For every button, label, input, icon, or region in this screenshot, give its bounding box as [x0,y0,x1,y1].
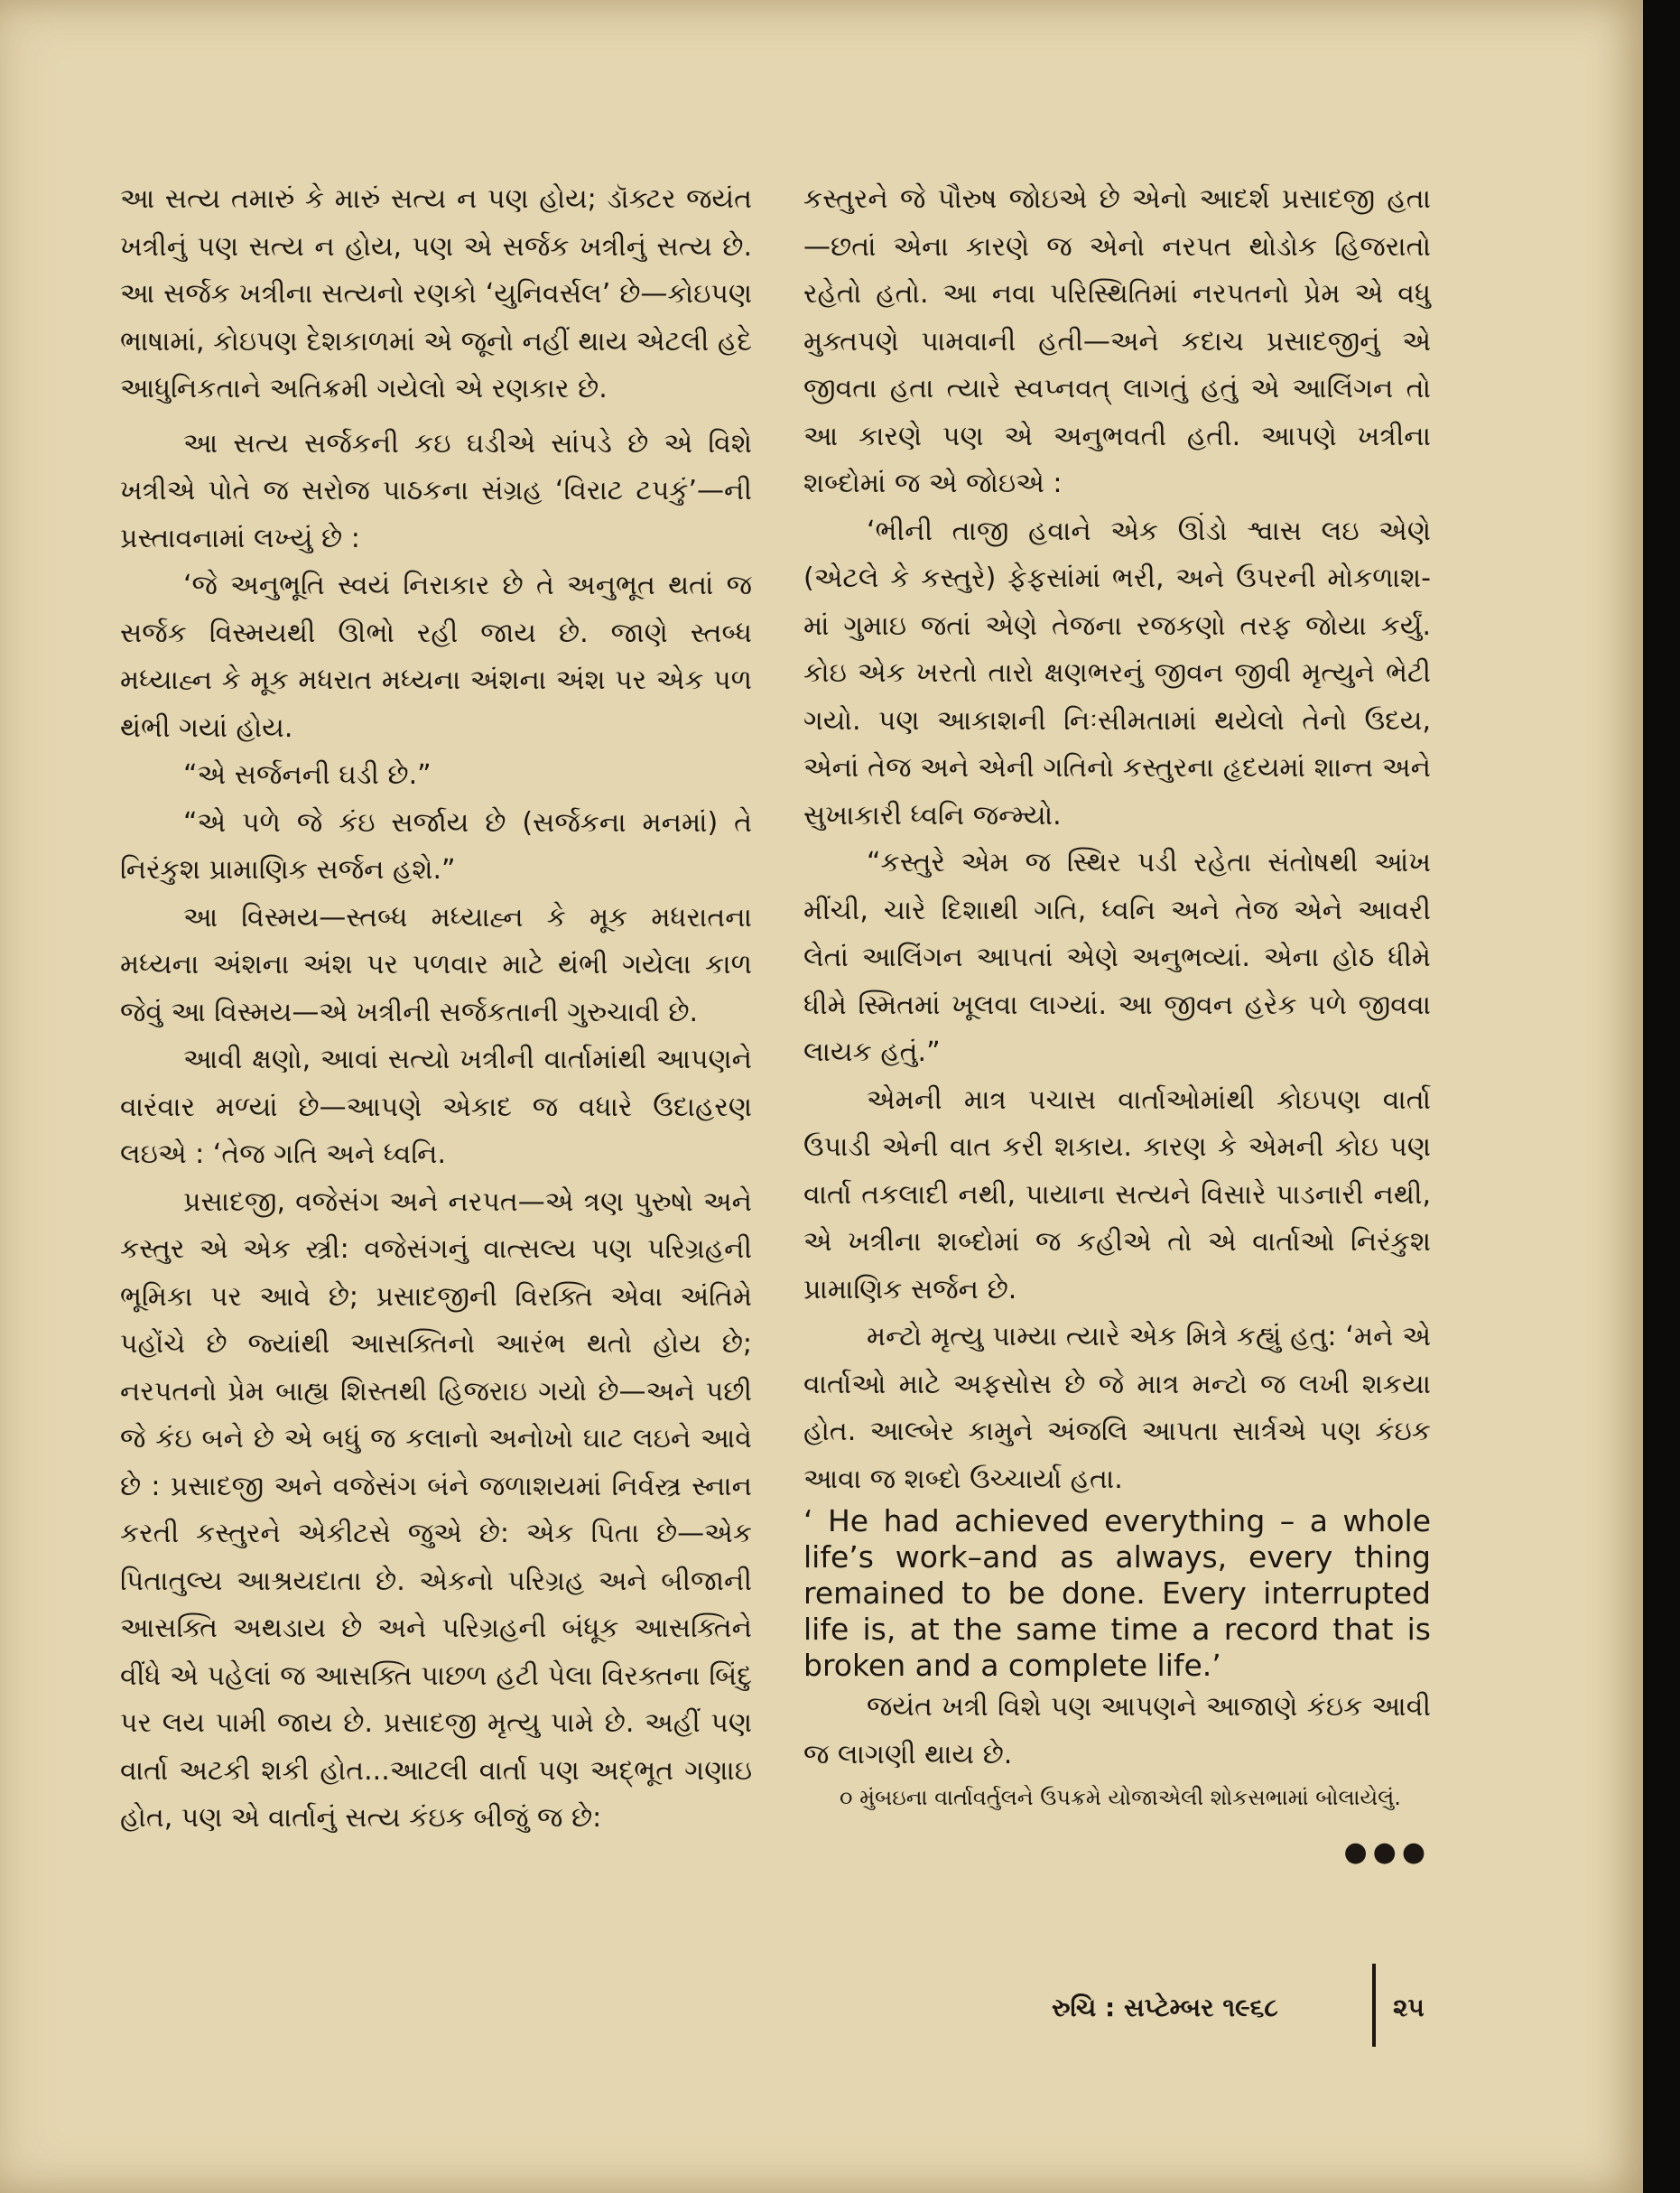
running-head: રુચિ : સપ્ટેમ્બર ૧૯૬૮ [1052,1993,1278,2022]
quote-paragraph: ‘ભીની તાજી હવાને એક ઊંડો શ્વાસ લઇ એણે (એટલે કે કસ્તુરે) ફેફસાંમાં ભરી, અને ઉપરની મોકળાશ-માં ગુમાઇ જતાં એણે તેજના રજકણો તરફ જોયા કર્યું. કોઇ એક ખરતો તારો ક્ષણભરનું જીવન જીવી મૃત્યુને ભેટી ગયો. પણ આકાશની નિઃસીમતામાં થયેલો તેનો ઉદય, એનાં તેજ અને એની ગતિનો કસ્તુરના હૃદયમાં શાન્ત અને સુખાકારી ધ્વનિ જન્મ્યો. [803,515,1431,832]
paragraph: આવી ક્ષણો, આવાં સત્યો ખત્રીની વાર્તામાંથી આપણને વારંવાર મળ્યાં છે—આપણે એકાદ જ વધારે ઉદાહરણ લઇએ : ‘તેજ ગતિ અને ધ્વનિ. [120,1044,752,1170]
quote-paragraph: “કસ્તુરે એમ જ સ્થિર પડી રહેતા સંતોષથી આંખ મીંચી, ચારે દિશાથી ગતિ, ધ્વનિ અને તેજ એને આવરી લેતાં આલિંગન આપતાં એણે અનુભવ્યાં. એના હોઠ ધીમે ધીમે સ્મિતમાં ખૂલવા લાગ્યાં. આ જીવન હરેક પળે જીવવા લાયક હતું.” [803,847,1431,1068]
page-number: ૨૫ [1393,1993,1425,2022]
right-column [803,176,1431,1877]
quote-paragraph: “એ સર્જનની ઘડી છે.” [183,759,432,791]
paragraph: આ સત્ય તમારું કે મારું સત્ય ન પણ હોય; ડૉક્ટર જયંત ખત્રીનું પણ સત્ય ન હોય, પણ એ સર્જક ખત્રીનું સત્ય છે. આ સર્જક ખત્રીના સત્યનો રણકો ‘યુનિવર્સલ’ છે—કોઇપણ ભાષામાં, કોઇપણ દેશકાળમાં એ જૂનો નહીં થાય એટલી હદે આધુનિકતાને અતિક્રમી ગયેલો એ રણકાર છે. [120,183,752,404]
paragraph: આ વિસ્મય—સ્તબ્ધ મધ્યાહ્ન કે મૂક મધરાતના મધ્યના અંશના અંશ પર પળવાર માટે થંભી ગયેલા કાળ જેવું આ વિસ્મય—એ ખત્રીની સર્જકતાની ગુરુચાવી છે. [120,901,752,1028]
quote-paragraph: “એ પળે જે કંઇ સર્જાય છે (સર્જકના મનમાં) તે નિરંકુશ પ્રામાણિક સર્જન હશે.” [120,806,752,886]
footer-divider [1372,1964,1376,2047]
paragraph: પ્રસાદજી, વજેસંગ અને નરપત—એ ત્રણ પુરુષો અને કસ્તુર એ એક સ્ત્રી: વજેસંગનું વાત્સલ્ય પણ પરિગ્રહની ભૂમિકા પર આવે છે; પ્રસાદજીની વિરક્તિ એવા અંતિમે પહોંચે છે જ્યાંથી આસક્તિનો આરંભ થતો હોય છે; નરપતનો પ્રેમ બાહ્ય શિસ્તથી હિજરાઇ ગયો છે—અને પછી જે કંઇ બને છે એ બધું જ કલાનો અનોખો ઘાટ લઇને આવે છે : પ્રસાદજી અને વજેસંગ બંને જળાશયમાં નિર્વસ્ત્ર સ્નાન કરતી કસ્તુરને એકીટસે જુએ છે: એક પિતા છે—એક પિતાતુલ્ય આશ્રયદાતા છે. એકનો પરિગ્રહ અને બીજાની આસક્તિ અથડાય છે અને પરિગ્રહની બંધૂક આસક્તિને વીંધે એ પહેલાં જ આસક્તિ પાછળ હટી પેલા વિરક્તના બિંદુ પર લય પામી જાય છે. પ્રસાદજી મૃત્યુ પામે છે. અહીં પણ વાર્તા અટકી શકી હોત...આટલી વાર્તા પણ અદ્ભૂત ગણાઇ હોત, પણ એ વાર્તાનું સત્ય કંઇક બીજું જ છે: [120,1185,752,1834]
paragraph: આ સત્ય સર્જકની કઇ ઘડીએ સાંપડે છે એ વિશે ખત્રીએ પોતે જ સરોજ પાઠકના સંગ્રહ ‘વિરાટ ટપકું’—ની પ્રસ્તાવનામાં લખ્યું છે : [120,427,752,554]
end-mark: ●●● [1343,1836,1431,1868]
paragraph: એમની માત્ર પચાસ વાર્તાઓમાંથી કોઇપણ વાર્તા ઉપાડી એની વાત કરી શકાય. કારણ કે એમની કોઇ પણ વાર્તા તકલાદી નથી, પાયાના સત્યને વિસારે પાડનારી નથી, એ ખત્રીના શબ્દોમાં જ કહીએ તો એ વાર્તાઓ નિરંકુશ પ્રામાણિક સર્જન છે. [803,1083,1431,1306]
quote-paragraph: ‘જે અનુભૂતિ સ્વયં નિરાકાર છે તે અનુભૂત થતાં જ સર્જક વિસ્મયથી ઊભો રહી જાય છે. જાણે સ્તબ્ધ મધ્યાહ્ન કે મૂક મધરાત મધ્યના અંશના અંશ પર એક પળ થંભી ગયાં હોય. [120,570,752,744]
english-quote: ‘ He had achieved everything – a whole life’s work–and as always, every thing remained to be done. Every interrupted life is, at the same time a record that is broken and a complete life.’ [803,1503,1431,1683]
footnote: ૦ મુંબઇના વાર્તાવર્તુલને ઉપક્રમે યોજાએલી શોકસભામાં બોલાયેલું. [840,1785,1401,1810]
left-column [120,176,752,1843]
paragraph: કસ્તુરને જે પૌરુષ જોઇએ છે એનો આદર્શ પ્રસાદજી હતા—છતાં એના કારણે જ એનો નરપત થોડોક હિજરાતો રહેતો હતો. આ નવા પરિસ્થિતિમાં નરપતનો પ્રેમ એ વધુ મુક્તપણે પામવાની હતી—અને કદાચ પ્રસાદજીનું એ જીવતા હતા ત્યારે સ્વપ્નવત્ લાગતું હતું એ આલિંગન તો આ કારણે પણ એ અનુભવતી હતી. આપણે ખત્રીના શબ્દોમાં જ એ જોઇએ : [803,183,1431,499]
page-footer [1007,1982,1440,2045]
closing-paragraph: જયંત ખત્રી વિશે પણ આપણને આજાણે કંઇક આવી જ લાગણી થાય છે. [803,1691,1431,1770]
paragraph: મન્ટો મૃત્યુ પામ્યા ત્યારે એક મિત્રે કહ્યું હતુ: ‘મને એ વાર્તાઓ માટે અફસોસ છે જે માત્ર મન્ટો જ લખી શકયા હોત. આલ્બેર કામુને અંજલિ આપતા સાર્ત્રએ પણ કંઇક આવા જ શબ્દો ઉચ્ચાર્યા હતા. [803,1321,1431,1495]
